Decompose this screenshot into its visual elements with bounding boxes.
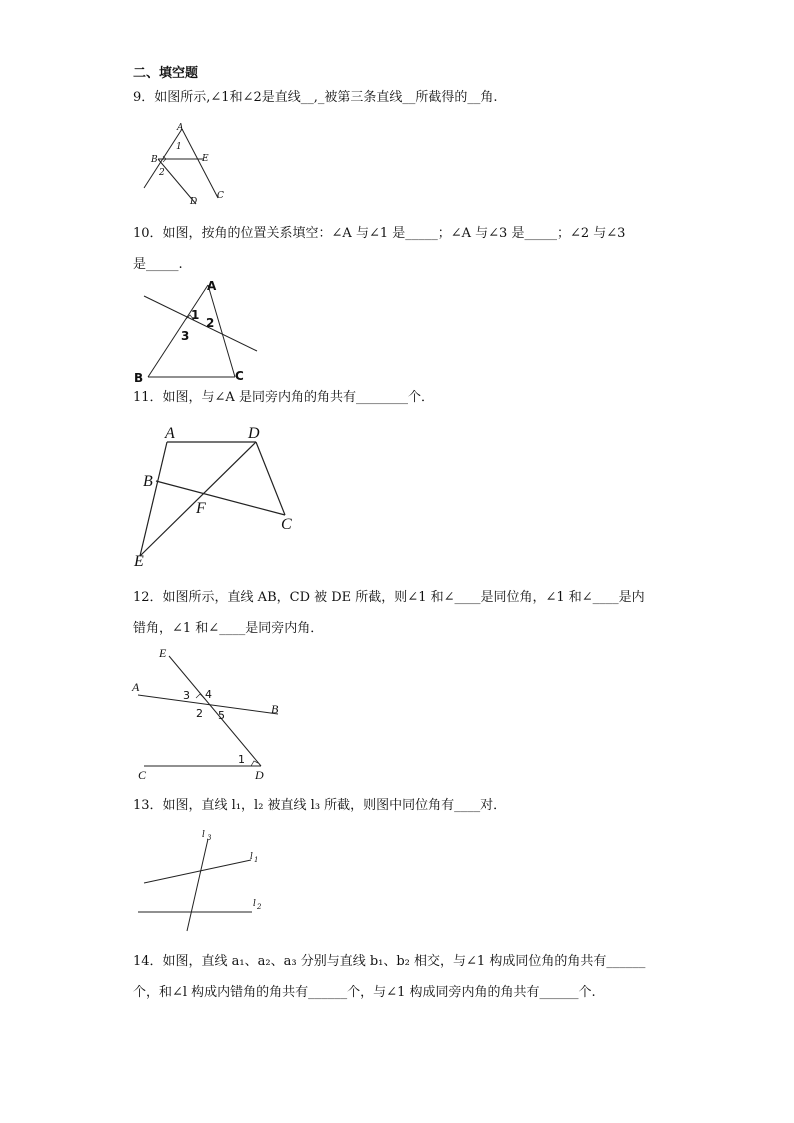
section-title: 二、填空题 [133, 66, 199, 81]
svg-text:5: 5 [218, 709, 225, 722]
question-9-text: 9．如图所示,∠1和∠2是直线__,_被第三条直线__所截得的__角. [133, 90, 498, 105]
svg-text:D: D [255, 768, 264, 782]
question-10-line-1: 10．如图，按角的位置关系填空：∠A 与∠1 是_____；∠A 与∠3 是_____；∠2 与∠3 [133, 226, 626, 241]
question-11-text: 11．如图，与∠A 是同旁内角的角共有________个． [133, 390, 434, 405]
question-14-line-2: 个，和∠l 构成内错角的角共有______个，与∠1 构成同旁内角的角共有______个. [133, 985, 596, 1000]
svg-text:A: A [207, 279, 217, 293]
question-14-line-1: 14．如图，直线 a₁、a₂、a₃ 分别与直线 b₁、b₂ 相交，与∠1 构成同位角的角共有______ [133, 954, 646, 969]
svg-text:l: l [202, 830, 205, 840]
svg-text:1: 1 [238, 753, 245, 766]
question-12-line-1: 12．如图所示，直线 AB，CD 被 DE 所截，则∠1 和∠____是同位角，∠1 和∠____是内 [133, 590, 645, 605]
question-10-line-2: 是_____. [133, 257, 183, 272]
question-13-text: 13．如图，直线 l₁，l₂ 被直线 l₃ 所截，则图中同位角有____对． [133, 798, 507, 813]
svg-text:l: l [253, 899, 256, 909]
svg-text:2: 2 [257, 903, 262, 911]
svg-text:D: D [248, 425, 260, 442]
svg-text:A: A [177, 123, 184, 133]
svg-text:A: A [165, 425, 175, 442]
svg-text:D: D [190, 197, 198, 207]
question-10-figure [132, 280, 262, 385]
question-12-line-2: 错角，∠1 和∠____是同旁内角． [133, 621, 324, 636]
svg-text:C: C [217, 191, 224, 201]
svg-text:3: 3 [183, 689, 190, 702]
svg-text:2: 2 [196, 707, 203, 720]
svg-text:2: 2 [206, 316, 215, 330]
svg-text:F: F [196, 500, 206, 517]
svg-text:2: 2 [159, 168, 165, 178]
svg-text:C: C [138, 768, 147, 782]
svg-text:B: B [143, 473, 153, 490]
question-13-figure [135, 822, 275, 932]
question-9-figure [140, 120, 240, 210]
svg-text:4: 4 [205, 688, 212, 701]
svg-text:l: l [250, 852, 253, 862]
svg-text:3: 3 [181, 329, 190, 343]
svg-text:C: C [281, 516, 292, 533]
svg-text:1: 1 [176, 142, 182, 152]
question-11-figure [132, 420, 302, 570]
svg-text:B: B [134, 371, 144, 385]
svg-text:1: 1 [254, 856, 259, 864]
svg-text:E: E [202, 154, 209, 164]
svg-text:C: C [235, 369, 244, 383]
svg-text:A: A [132, 680, 140, 694]
svg-text:E: E [134, 553, 144, 570]
svg-text:B: B [271, 702, 279, 716]
question-12-figure [130, 646, 290, 781]
svg-text:1: 1 [191, 308, 200, 322]
svg-text:3: 3 [207, 834, 212, 842]
svg-text:E: E [159, 646, 167, 660]
svg-text:B: B [151, 155, 158, 165]
